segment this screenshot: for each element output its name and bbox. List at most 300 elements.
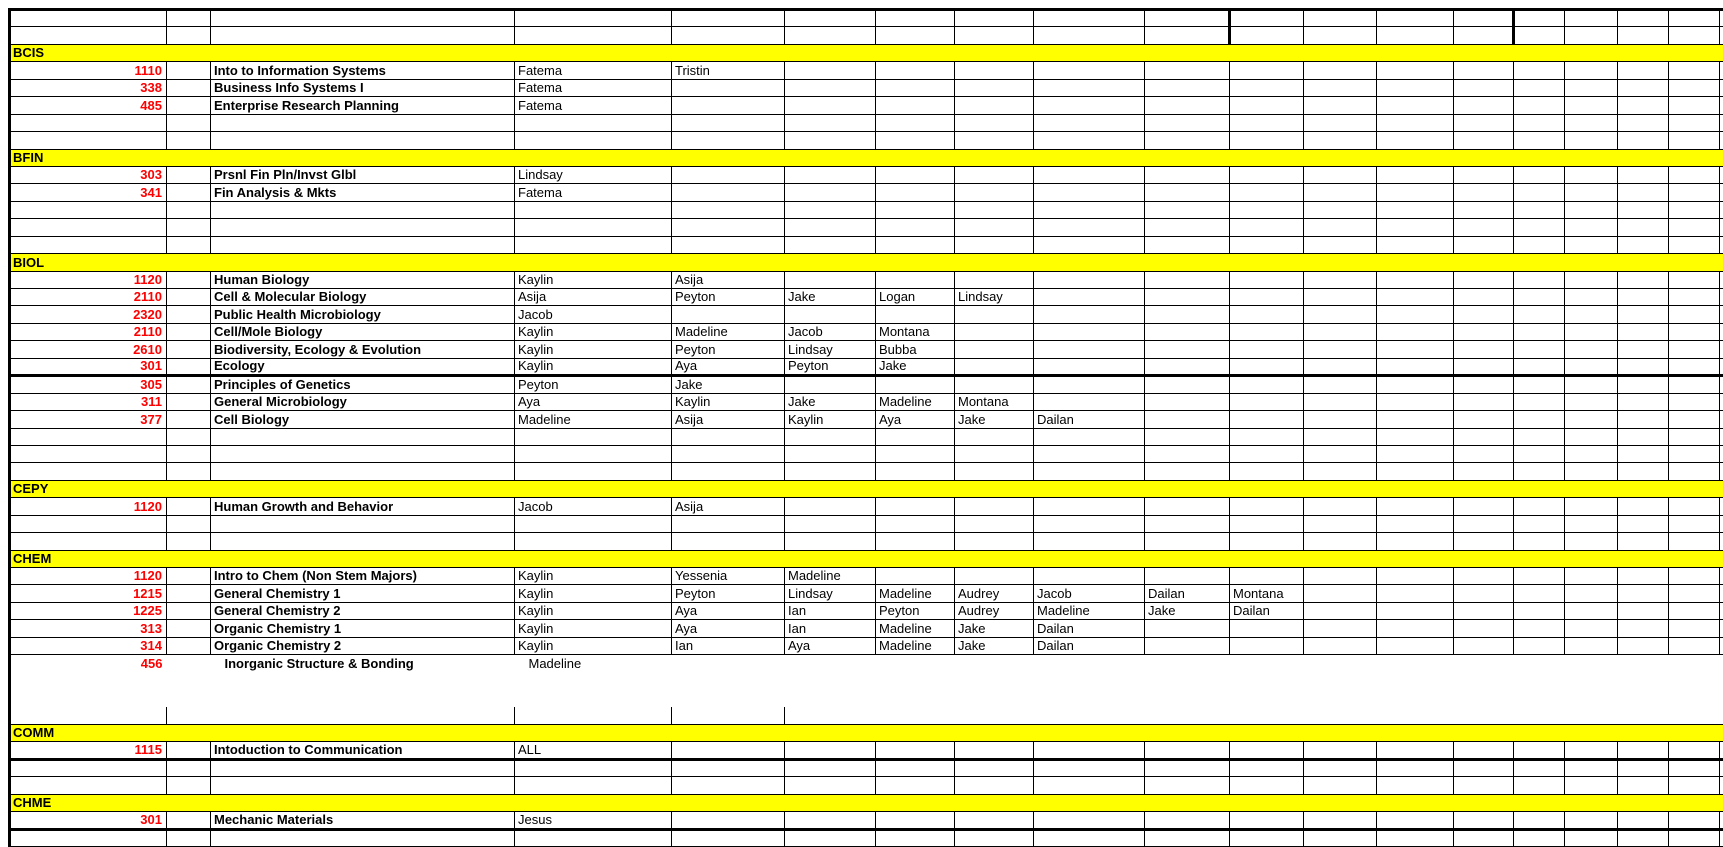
cell-empty[interactable]	[1669, 201, 1720, 218]
dept-header-bfin[interactable]: BFIN	[10, 149, 1723, 166]
cell-empty[interactable]	[1565, 637, 1618, 654]
cell-empty[interactable]	[1034, 79, 1145, 96]
cell-empty[interactable]	[167, 759, 211, 776]
cell-empty[interactable]	[1514, 376, 1565, 393]
course-number[interactable]: 301	[10, 358, 167, 375]
cell-empty[interactable]	[1720, 236, 1723, 253]
cell-empty[interactable]	[10, 219, 167, 236]
cell-empty[interactable]	[167, 463, 211, 480]
cell-empty[interactable]	[1618, 620, 1669, 637]
cell-empty[interactable]	[1230, 306, 1304, 323]
cell-empty[interactable]	[1145, 79, 1230, 96]
cell-empty[interactable]	[1565, 114, 1618, 131]
cell-empty[interactable]	[1454, 323, 1514, 340]
cell-empty[interactable]	[1034, 132, 1145, 149]
cell-empty[interactable]	[1034, 533, 1145, 550]
cell-empty[interactable]	[1618, 393, 1669, 410]
cell-empty[interactable]	[1034, 184, 1145, 201]
cell-empty[interactable]	[1304, 132, 1377, 149]
cell-empty[interactable]	[876, 428, 955, 445]
cell-empty[interactable]	[1565, 306, 1618, 323]
cell-empty[interactable]	[876, 97, 955, 114]
cell-empty[interactable]	[1454, 10, 1514, 27]
course-name[interactable]: General Chemistry 2	[211, 602, 515, 619]
cell-empty[interactable]	[1618, 602, 1669, 619]
cell-empty[interactable]	[1720, 166, 1723, 183]
tutor-name[interactable]: Madeline	[1034, 602, 1145, 619]
cell-empty[interactable]	[955, 27, 1034, 44]
cell-empty[interactable]	[1034, 445, 1145, 462]
cell-empty[interactable]	[1669, 742, 1720, 759]
cell-empty[interactable]	[1565, 27, 1618, 44]
cell-empty[interactable]	[1618, 759, 1669, 776]
cell-empty[interactable]	[1230, 742, 1304, 759]
cell-empty[interactable]	[1618, 585, 1669, 602]
cell-empty[interactable]	[1034, 219, 1145, 236]
cell-empty[interactable]	[955, 271, 1034, 288]
cell-empty[interactable]	[167, 533, 211, 550]
tutor-name[interactable]: Kaylin	[515, 358, 672, 375]
tutor-name[interactable]: Logan	[876, 289, 955, 306]
cell-empty[interactable]	[1565, 759, 1618, 776]
cell-empty[interactable]	[1454, 219, 1514, 236]
cell-empty[interactable]	[167, 79, 211, 96]
cell-empty[interactable]	[515, 10, 672, 27]
cell-empty[interactable]	[515, 114, 672, 131]
cell-empty[interactable]	[10, 428, 167, 445]
cell-empty[interactable]	[1669, 533, 1720, 550]
cell-empty[interactable]	[211, 114, 515, 131]
cell-empty[interactable]	[1565, 236, 1618, 253]
cell-empty[interactable]	[1145, 777, 1230, 794]
dept-header-chem[interactable]: CHEM	[10, 550, 1723, 567]
cell-empty[interactable]	[1565, 323, 1618, 340]
cell-empty[interactable]	[1669, 341, 1720, 358]
cell-empty[interactable]	[876, 62, 955, 79]
cell-empty[interactable]	[10, 236, 167, 253]
cell-empty[interactable]	[1377, 393, 1454, 410]
cell-empty[interactable]	[1565, 166, 1618, 183]
cell-empty[interactable]	[1514, 411, 1565, 428]
course-name[interactable]: Inorganic Structure & Bonding	[211, 655, 515, 672]
tutor-name[interactable]: Kaylin	[515, 637, 672, 654]
cell-empty[interactable]	[1377, 411, 1454, 428]
cell-empty[interactable]	[785, 27, 876, 44]
cell-empty[interactable]	[1565, 515, 1618, 532]
cell-empty[interactable]	[1454, 655, 1514, 672]
cell-empty[interactable]	[10, 707, 167, 724]
cell-empty[interactable]	[876, 10, 955, 27]
cell-empty[interactable]	[1514, 289, 1565, 306]
cell-empty[interactable]	[211, 201, 515, 218]
cell-empty[interactable]	[1669, 463, 1720, 480]
cell-empty[interactable]	[1514, 498, 1565, 515]
cell-empty[interactable]	[1230, 620, 1304, 637]
dept-header-biol[interactable]: BIOL	[10, 254, 1723, 271]
cell-empty[interactable]	[1145, 829, 1230, 846]
cell-empty[interactable]	[1669, 812, 1720, 829]
cell-empty[interactable]	[10, 515, 167, 532]
cell-empty[interactable]	[1454, 620, 1514, 637]
cell-empty[interactable]	[1377, 341, 1454, 358]
cell-empty[interactable]	[1034, 829, 1145, 846]
cell-empty[interactable]	[1230, 10, 1304, 27]
cell-empty[interactable]	[211, 219, 515, 236]
cell-empty[interactable]	[1304, 742, 1377, 759]
cell-empty[interactable]	[1454, 358, 1514, 375]
cell-empty[interactable]	[1034, 498, 1145, 515]
cell-empty[interactable]	[955, 236, 1034, 253]
cell-empty[interactable]	[1034, 428, 1145, 445]
cell-empty[interactable]	[1034, 62, 1145, 79]
cell-empty[interactable]	[1034, 463, 1145, 480]
cell-empty[interactable]	[1454, 568, 1514, 585]
cell-empty[interactable]	[1230, 62, 1304, 79]
cell-empty[interactable]	[1454, 341, 1514, 358]
cell-empty[interactable]	[167, 184, 211, 201]
tutor-name[interactable]: Madeline	[515, 655, 672, 672]
cell-empty[interactable]	[1454, 289, 1514, 306]
tutor-name[interactable]: Jake	[785, 393, 876, 410]
tutor-name[interactable]: Peyton	[876, 602, 955, 619]
cell-empty[interactable]	[785, 114, 876, 131]
tutor-name[interactable]: Dailan	[1034, 620, 1145, 637]
cell-empty[interactable]	[1720, 690, 1723, 707]
cell-empty[interactable]	[1720, 759, 1723, 776]
cell-empty[interactable]	[1377, 445, 1454, 462]
course-number[interactable]: 1120	[10, 271, 167, 288]
cell-empty[interactable]	[515, 777, 672, 794]
cell-empty[interactable]	[1377, 289, 1454, 306]
cell-empty[interactable]	[515, 463, 672, 480]
tutor-name[interactable]: Kaylin	[785, 411, 876, 428]
cell-empty[interactable]	[785, 655, 876, 672]
cell-empty[interactable]	[1304, 376, 1377, 393]
cell-empty[interactable]	[167, 323, 211, 340]
cell-empty[interactable]	[1145, 271, 1230, 288]
cell-empty[interactable]	[1145, 97, 1230, 114]
cell-empty[interactable]	[515, 672, 672, 689]
cell-empty[interactable]	[1565, 411, 1618, 428]
cell-empty[interactable]	[1034, 690, 1145, 707]
cell-empty[interactable]	[1145, 672, 1230, 689]
course-name[interactable]: Prsnl Fin Pln/Invst Glbl	[211, 166, 515, 183]
cell-empty[interactable]	[1230, 289, 1304, 306]
cell-empty[interactable]	[1565, 79, 1618, 96]
tutor-name[interactable]: Aya	[672, 602, 785, 619]
tutor-name[interactable]: Peyton	[672, 341, 785, 358]
cell-empty[interactable]	[876, 759, 955, 776]
cell-empty[interactable]	[1145, 289, 1230, 306]
cell-empty[interactable]	[1377, 184, 1454, 201]
tutor-name[interactable]: Montana	[955, 393, 1034, 410]
cell-empty[interactable]	[955, 10, 1034, 27]
cell-empty[interactable]	[1230, 812, 1304, 829]
cell-empty[interactable]	[1669, 166, 1720, 183]
cell-empty[interactable]	[1514, 463, 1565, 480]
tutor-name[interactable]: Jacob	[1034, 585, 1145, 602]
cell-empty[interactable]	[1454, 393, 1514, 410]
cell-empty[interactable]	[1669, 585, 1720, 602]
course-number[interactable]: 377	[10, 411, 167, 428]
cell-empty[interactable]	[876, 812, 955, 829]
cell-empty[interactable]	[1618, 411, 1669, 428]
cell-empty[interactable]	[1454, 498, 1514, 515]
cell-empty[interactable]	[1454, 376, 1514, 393]
cell-empty[interactable]	[1514, 27, 1565, 44]
cell-empty[interactable]	[785, 707, 876, 724]
tutor-name[interactable]: Kaylin	[515, 568, 672, 585]
cell-empty[interactable]	[672, 10, 785, 27]
course-name[interactable]: Fin Analysis & Mkts	[211, 184, 515, 201]
cell-empty[interactable]	[1514, 637, 1565, 654]
cell-empty[interactable]	[955, 742, 1034, 759]
cell-empty[interactable]	[876, 777, 955, 794]
cell-empty[interactable]	[1565, 97, 1618, 114]
course-number[interactable]: 2610	[10, 341, 167, 358]
cell-empty[interactable]	[1720, 707, 1723, 724]
cell-empty[interactable]	[1454, 27, 1514, 44]
cell-empty[interactable]	[672, 184, 785, 201]
cell-empty[interactable]	[1230, 341, 1304, 358]
cell-empty[interactable]	[1377, 428, 1454, 445]
cell-empty[interactable]	[1145, 812, 1230, 829]
cell-empty[interactable]	[515, 515, 672, 532]
cell-empty[interactable]	[785, 759, 876, 776]
cell-empty[interactable]	[672, 79, 785, 96]
cell-empty[interactable]	[1145, 201, 1230, 218]
cell-empty[interactable]	[1304, 201, 1377, 218]
course-name[interactable]: Principles of Genetics	[211, 376, 515, 393]
cell-empty[interactable]	[672, 655, 785, 672]
tutor-name[interactable]: Madeline	[876, 620, 955, 637]
cell-empty[interactable]	[1377, 777, 1454, 794]
cell-empty[interactable]	[515, 132, 672, 149]
cell-empty[interactable]	[515, 445, 672, 462]
cell-empty[interactable]	[1720, 655, 1723, 672]
cell-empty[interactable]	[672, 812, 785, 829]
cell-empty[interactable]	[167, 585, 211, 602]
cell-empty[interactable]	[1618, 358, 1669, 375]
cell-empty[interactable]	[1514, 358, 1565, 375]
cell-empty[interactable]	[1454, 777, 1514, 794]
cell-empty[interactable]	[785, 463, 876, 480]
cell-empty[interactable]	[167, 289, 211, 306]
cell-empty[interactable]	[1669, 655, 1720, 672]
cell-empty[interactable]	[785, 376, 876, 393]
cell-empty[interactable]	[1514, 777, 1565, 794]
cell-empty[interactable]	[1230, 219, 1304, 236]
cell-empty[interactable]	[167, 27, 211, 44]
cell-empty[interactable]	[167, 515, 211, 532]
cell-empty[interactable]	[876, 219, 955, 236]
cell-empty[interactable]	[1304, 271, 1377, 288]
cell-empty[interactable]	[1669, 568, 1720, 585]
cell-empty[interactable]	[1720, 376, 1723, 393]
cell-empty[interactable]	[211, 428, 515, 445]
cell-empty[interactable]	[1454, 411, 1514, 428]
cell-empty[interactable]	[515, 690, 672, 707]
cell-empty[interactable]	[1377, 759, 1454, 776]
cell-empty[interactable]	[1145, 219, 1230, 236]
cell-empty[interactable]	[876, 707, 955, 724]
cell-empty[interactable]	[1514, 690, 1565, 707]
cell-empty[interactable]	[1145, 620, 1230, 637]
cell-empty[interactable]	[785, 62, 876, 79]
tutor-name[interactable]: Lindsay	[785, 341, 876, 358]
cell-empty[interactable]	[1034, 655, 1145, 672]
cell-empty[interactable]	[1720, 411, 1723, 428]
cell-empty[interactable]	[1377, 672, 1454, 689]
cell-empty[interactable]	[1720, 323, 1723, 340]
cell-empty[interactable]	[1145, 323, 1230, 340]
cell-empty[interactable]	[1454, 602, 1514, 619]
cell-empty[interactable]	[1230, 498, 1304, 515]
course-number[interactable]: 1120	[10, 498, 167, 515]
course-name[interactable]: Enterprise Research Planning	[211, 97, 515, 114]
tutor-name[interactable]: Madeline	[876, 585, 955, 602]
cell-empty[interactable]	[955, 707, 1034, 724]
cell-empty[interactable]	[1565, 585, 1618, 602]
tutor-name[interactable]: Lindsay	[955, 289, 1034, 306]
tutor-name[interactable]: Aya	[515, 393, 672, 410]
cell-empty[interactable]	[10, 777, 167, 794]
cell-empty[interactable]	[955, 759, 1034, 776]
course-number[interactable]: 305	[10, 376, 167, 393]
cell-empty[interactable]	[1669, 445, 1720, 462]
tutor-name[interactable]: Jake	[1145, 602, 1230, 619]
cell-empty[interactable]	[876, 515, 955, 532]
cell-empty[interactable]	[1230, 184, 1304, 201]
cell-empty[interactable]	[785, 79, 876, 96]
tutor-name[interactable]: Audrey	[955, 602, 1034, 619]
cell-empty[interactable]	[1565, 445, 1618, 462]
cell-empty[interactable]	[1618, 97, 1669, 114]
cell-empty[interactable]	[1377, 690, 1454, 707]
cell-empty[interactable]	[1034, 236, 1145, 253]
cell-empty[interactable]	[1514, 201, 1565, 218]
tutor-name[interactable]: Aya	[672, 358, 785, 375]
cell-empty[interactable]	[1454, 812, 1514, 829]
tutor-name[interactable]: Kaylin	[515, 341, 672, 358]
cell-empty[interactable]	[1514, 428, 1565, 445]
cell-empty[interactable]	[1514, 97, 1565, 114]
cell-empty[interactable]	[955, 812, 1034, 829]
cell-empty[interactable]	[1034, 97, 1145, 114]
cell-empty[interactable]	[1454, 132, 1514, 149]
cell-empty[interactable]	[1669, 10, 1720, 27]
tutor-name[interactable]: Kaylin	[515, 271, 672, 288]
cell-empty[interactable]	[1669, 27, 1720, 44]
cell-empty[interactable]	[1618, 428, 1669, 445]
cell-empty[interactable]	[167, 132, 211, 149]
cell-empty[interactable]	[955, 655, 1034, 672]
cell-empty[interactable]	[167, 10, 211, 27]
cell-empty[interactable]	[672, 166, 785, 183]
course-number[interactable]: 1215	[10, 585, 167, 602]
cell-empty[interactable]	[1377, 219, 1454, 236]
cell-empty[interactable]	[211, 707, 515, 724]
cell-empty[interactable]	[1230, 463, 1304, 480]
cell-empty[interactable]	[1454, 97, 1514, 114]
course-name[interactable]: Organic Chemistry 1	[211, 620, 515, 637]
cell-empty[interactable]	[876, 742, 955, 759]
cell-empty[interactable]	[1514, 306, 1565, 323]
cell-empty[interactable]	[1618, 166, 1669, 183]
cell-empty[interactable]	[10, 132, 167, 149]
cell-empty[interactable]	[876, 27, 955, 44]
tutor-name[interactable]: Peyton	[785, 358, 876, 375]
course-number[interactable]: 2320	[10, 306, 167, 323]
cell-empty[interactable]	[1720, 358, 1723, 375]
cell-empty[interactable]	[1669, 236, 1720, 253]
cell-empty[interactable]	[1034, 341, 1145, 358]
cell-empty[interactable]	[1034, 742, 1145, 759]
cell-empty[interactable]	[1377, 132, 1454, 149]
cell-empty[interactable]	[1720, 445, 1723, 462]
cell-empty[interactable]	[1145, 166, 1230, 183]
tutor-name[interactable]: Peyton	[515, 376, 672, 393]
cell-empty[interactable]	[1377, 271, 1454, 288]
cell-empty[interactable]	[211, 672, 515, 689]
cell-empty[interactable]	[211, 445, 515, 462]
tutor-name[interactable]: Jake	[955, 411, 1034, 428]
cell-empty[interactable]	[1304, 602, 1377, 619]
cell-empty[interactable]	[1618, 463, 1669, 480]
cell-empty[interactable]	[1377, 812, 1454, 829]
course-number[interactable]: 311	[10, 393, 167, 410]
cell-empty[interactable]	[955, 79, 1034, 96]
cell-empty[interactable]	[10, 445, 167, 462]
cell-empty[interactable]	[1304, 393, 1377, 410]
cell-empty[interactable]	[672, 201, 785, 218]
cell-empty[interactable]	[1145, 428, 1230, 445]
cell-empty[interactable]	[1720, 97, 1723, 114]
cell-empty[interactable]	[1720, 184, 1723, 201]
cell-empty[interactable]	[167, 393, 211, 410]
tutor-name[interactable]: Tristin	[672, 62, 785, 79]
cell-empty[interactable]	[876, 132, 955, 149]
cell-empty[interactable]	[1230, 690, 1304, 707]
cell-empty[interactable]	[1669, 777, 1720, 794]
cell-empty[interactable]	[1454, 533, 1514, 550]
cell-empty[interactable]	[1618, 184, 1669, 201]
cell-empty[interactable]	[876, 672, 955, 689]
cell-empty[interactable]	[955, 358, 1034, 375]
cell-empty[interactable]	[1565, 393, 1618, 410]
cell-empty[interactable]	[1034, 10, 1145, 27]
tutor-name[interactable]: Jake	[955, 620, 1034, 637]
cell-empty[interactable]	[1618, 533, 1669, 550]
cell-empty[interactable]	[672, 777, 785, 794]
tutor-name[interactable]: Aya	[672, 620, 785, 637]
cell-empty[interactable]	[1514, 219, 1565, 236]
tutor-name[interactable]: Bubba	[876, 341, 955, 358]
tutor-name[interactable]: Madeline	[785, 568, 876, 585]
cell-empty[interactable]	[1514, 672, 1565, 689]
cell-empty[interactable]	[1669, 829, 1720, 846]
cell-empty[interactable]	[1304, 184, 1377, 201]
cell-empty[interactable]	[1565, 568, 1618, 585]
cell-empty[interactable]	[1514, 759, 1565, 776]
cell-empty[interactable]	[1565, 829, 1618, 846]
course-number[interactable]: 1115	[10, 742, 167, 759]
course-name[interactable]: Intoduction to Communication	[211, 742, 515, 759]
cell-empty[interactable]	[1669, 306, 1720, 323]
cell-empty[interactable]	[167, 219, 211, 236]
dept-header-comm[interactable]: COMM	[10, 724, 1723, 741]
cell-empty[interactable]	[1230, 79, 1304, 96]
